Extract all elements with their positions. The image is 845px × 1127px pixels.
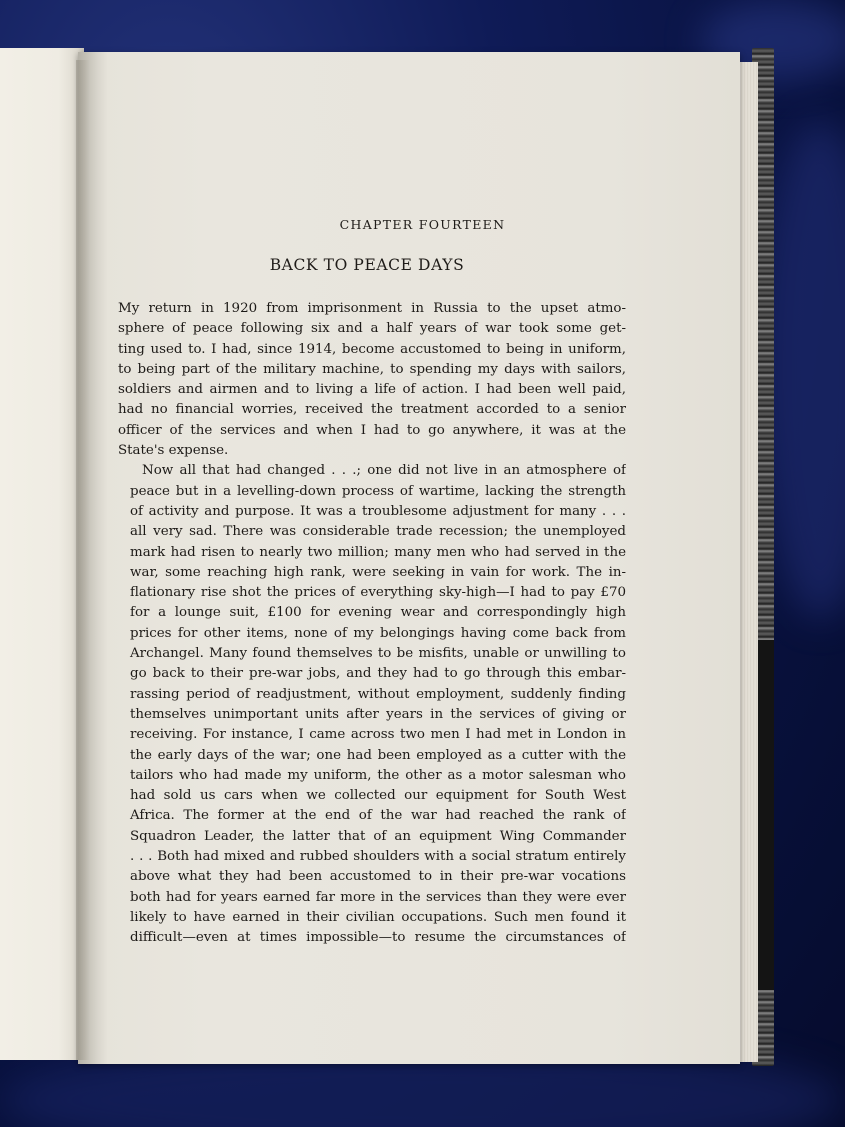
paragraph bbox=[118, 461, 626, 948]
text-line: sphere of peace following six and a half years of war took some get- bbox=[118, 321, 626, 337]
text-line: Now all that had changed . . .; one did not live in an atmosphere of bbox=[142, 463, 626, 479]
text-line: State's expense. bbox=[118, 443, 229, 459]
text-line: officer of the services and when I had to go anywhere, it was at the bbox=[118, 422, 626, 438]
text-line: for a lounge suit, £100 for evening wear and correspondingly high bbox=[130, 605, 626, 621]
text-line: both had for years earned far more in the services than they were ever bbox=[130, 889, 626, 905]
text-line: . . . Both had mixed and rubbed shoulders with a social stratum entirely bbox=[130, 849, 626, 865]
text-line: tailors who had made my uniform, the other as a motor salesman who bbox=[130, 767, 626, 783]
text-line: all very sad. There was considerable trade recession; the unemployed bbox=[130, 524, 626, 540]
text-line: had no financial worries, received the treatment accorded to a senior bbox=[118, 402, 626, 418]
text-line: Africa. The former at the end of the war had reached the rank of bbox=[130, 808, 626, 824]
text-line: receiving. For instance, I came across two men I had met in London in bbox=[130, 727, 626, 743]
text-line: themselves unimportant units after years in the services of giving or bbox=[130, 706, 626, 722]
text-line: go back to their pre-war jobs, and they had to go through this embar- bbox=[130, 666, 626, 682]
book-gutter bbox=[76, 60, 90, 1060]
text-line: Squadron Leader, the latter that of an equipment Wing Commander bbox=[130, 828, 626, 844]
chapter-title: BACK TO PEACE DAYS bbox=[269, 256, 465, 274]
chapter-body-text bbox=[118, 299, 626, 949]
text-line: peace but in a levelling-down process of wartime, lacking the strength bbox=[130, 483, 626, 499]
text-line: likely to have earned in their civilian occupations. Such men found it bbox=[130, 909, 626, 925]
text-line: of activity and purpose. It was a troublesome adjustment for many . . . bbox=[130, 503, 626, 519]
text-line: the early days of the war; one had been employed as a cutter with the bbox=[130, 747, 626, 763]
text-line: prices for other items, none of my belongings having come back from bbox=[130, 625, 626, 641]
text-line: rassing period of readjustment, without employment, suddenly finding bbox=[130, 686, 626, 702]
text-line: mark had risen to nearly two million; many men who had served in the bbox=[130, 544, 626, 560]
paragraph bbox=[118, 299, 626, 461]
text-line: ting used to. I had, since 1914, become accustomed to being in uniform, bbox=[118, 341, 626, 357]
text-line: war, some reaching high rank, were seeking in vain for work. The in- bbox=[130, 564, 626, 580]
text-line: Archangel. Many found themselves to be misfits, unable or unwilling to bbox=[130, 646, 626, 662]
text-line: had sold us cars when we collected our equipment for South West bbox=[130, 788, 626, 804]
left-page bbox=[0, 48, 84, 1060]
text-line: to being part of the military machine, to spending my days with sailors, bbox=[118, 361, 626, 377]
text-line: My return in 1920 from imprisonment in Russia to the upset atmo- bbox=[118, 301, 626, 316]
text-line: flationary rise shot the prices of everything sky-high—I had to pay £70 bbox=[130, 585, 626, 601]
text-line: soldiers and airmen and to living a life of action. I had been well paid, bbox=[118, 382, 626, 398]
text-line: above what they had been accustomed to in their pre-war vocations bbox=[130, 869, 626, 885]
book-cover-edge-shadow bbox=[758, 640, 774, 990]
chapter-heading: CHAPTER FOURTEEN bbox=[339, 217, 506, 232]
text-line: difficult—even at times impossible—to resume the circumstances of bbox=[130, 930, 626, 946]
